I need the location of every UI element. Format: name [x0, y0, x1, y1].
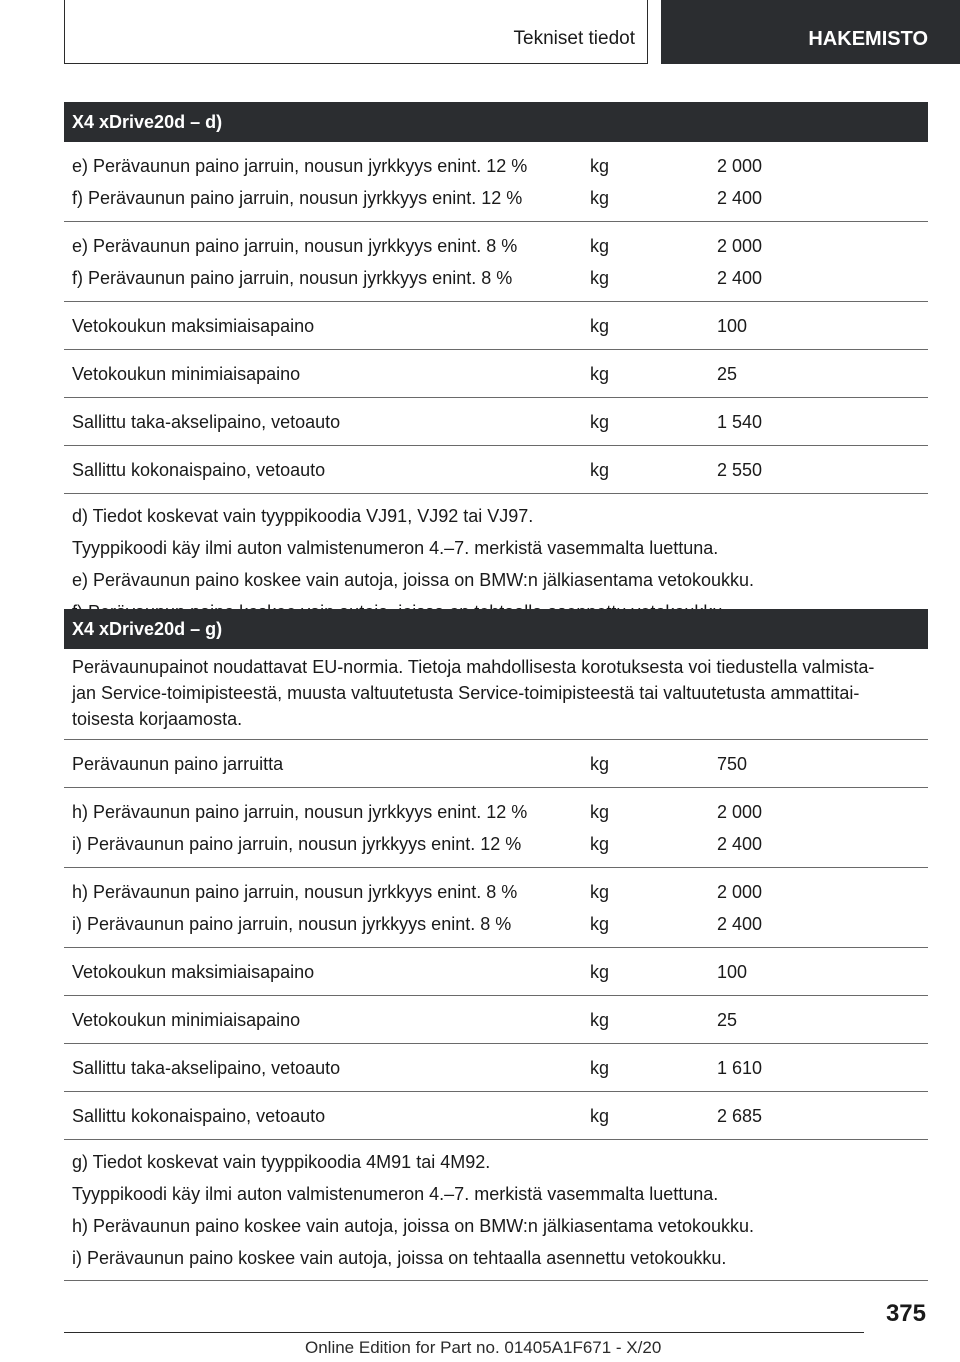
spec-label: i) Perävaunun paino jarruin, nousun jyrkkyys enint. 12 %	[72, 834, 522, 854]
table-row	[64, 446, 928, 494]
table-row	[64, 1044, 928, 1092]
spec-unit: kg	[590, 882, 610, 902]
spec-unit: kg	[590, 1010, 610, 1030]
spec-label: e) Perävaunun paino jarruin, nousun jyrkkyys enint. 8 %	[72, 236, 518, 256]
spec-label: Perävaunun paino jarruitta	[72, 754, 284, 774]
footnote: d) Tiedot koskevat vain tyyppikoodia VJ91, VJ92 tai VJ97.	[72, 506, 534, 526]
spec-value: 100	[717, 962, 748, 982]
spec-value: 1 610	[717, 1058, 763, 1078]
spec-unit: kg	[590, 188, 610, 208]
header-section-box	[64, 0, 648, 64]
spec-unit: kg	[590, 962, 610, 982]
spec-unit: kg	[590, 754, 610, 774]
spec-section-g	[64, 609, 928, 1281]
footnote: e) Perävaunun paino koskee vain autoja, joissa on BMW:n jälkiasentama vetokoukku.	[72, 570, 755, 590]
intro-line: jan Service-toimipisteestä, muusta valtuutetusta Service-toimipisteestä tai valtuutetusta ammattitai‐	[72, 683, 860, 703]
intro-line: Perävaunupainot noudattavat EU-normia. Tietoja mahdollisesta korotuksesta voi tiedustella valmista‐	[72, 657, 875, 677]
spec-label: Sallittu taka-akselipaino, vetoauto	[72, 1058, 341, 1078]
spec-unit: kg	[590, 802, 610, 822]
footnote: g) Tiedot koskevat vain tyyppikoodia 4M91 tai 4M92.	[72, 1152, 491, 1172]
page-number: 375	[885, 1300, 926, 1327]
spec-value: 2 400	[717, 268, 763, 288]
footnote: Tyyppikoodi käy ilmi auton valmistenumeron 4.–7. merkistä vasemmalta luettuna.	[72, 1184, 719, 1204]
spec-value: 2 550	[717, 460, 763, 480]
intro-paragraph	[64, 649, 928, 740]
spec-value: 2 400	[717, 914, 763, 934]
spec-label: i) Perävaunun paino jarruin, nousun jyrkkyys enint. 8 %	[72, 914, 512, 934]
table-row	[64, 788, 928, 868]
footer-divider	[64, 1332, 864, 1333]
spec-unit: kg	[590, 834, 610, 854]
spec-value: 2 400	[717, 188, 763, 208]
footnote: Tyyppikoodi käy ilmi auton valmistenumeron 4.–7. merkistä vasemmalta luettuna.	[72, 538, 719, 558]
spec-label: Vetokoukun maksimiaisapaino	[72, 316, 315, 336]
spec-label: Sallittu kokonaispaino, vetoauto	[72, 1106, 326, 1126]
spec-unit: kg	[590, 412, 610, 432]
spec-value: 2 000	[717, 236, 763, 256]
chapter-tab-label: HAKEMISTO	[808, 28, 928, 50]
spec-value: 25	[717, 1010, 738, 1030]
spec-label: e) Perävaunun paino jarruin, nousun jyrkkyys enint. 12 %	[72, 156, 528, 176]
spec-label: Vetokoukun minimiaisapaino	[72, 364, 301, 384]
table-row	[64, 1092, 928, 1140]
section-title: X4 xDrive20d – d)	[64, 102, 928, 142]
spec-label: h) Perävaunun paino jarruin, nousun jyrkkyys enint. 12 %	[72, 802, 528, 822]
table-row	[64, 142, 928, 222]
intro-line: toisesta korjaamosta.	[72, 709, 243, 729]
spec-label: Sallittu kokonaispaino, vetoauto	[72, 460, 326, 480]
table-row	[64, 740, 928, 788]
spec-unit: kg	[590, 914, 610, 934]
spec-value: 2 400	[717, 834, 763, 854]
spec-value: 2 685	[717, 1106, 763, 1126]
table-row	[64, 868, 928, 948]
spec-unit: kg	[590, 156, 610, 176]
spec-value: 2 000	[717, 882, 763, 902]
spec-value: 2 000	[717, 156, 763, 176]
spec-label: h) Perävaunun paino jarruin, nousun jyrkkyys enint. 8 %	[72, 882, 518, 902]
spec-unit: kg	[590, 236, 610, 256]
spec-label: Vetokoukun minimiaisapaino	[72, 1010, 301, 1030]
table-row	[64, 948, 928, 996]
spec-value: 750	[717, 754, 748, 774]
table-row	[64, 302, 928, 350]
spec-unit: kg	[590, 460, 610, 480]
table-row	[64, 398, 928, 446]
spec-label: f) Perävaunun paino jarruin, nousun jyrkkyys enint. 12 %	[72, 188, 523, 208]
footnote: h) Perävaunun paino koskee vain autoja, joissa on BMW:n jälkiasentama vetokoukku.	[72, 1216, 755, 1236]
spec-label: Vetokoukun maksimiaisapaino	[72, 962, 315, 982]
spec-value: 100	[717, 316, 748, 336]
table-row	[64, 996, 928, 1044]
spec-value: 2 000	[717, 802, 763, 822]
table-row	[64, 350, 928, 398]
spec-unit: kg	[590, 364, 610, 384]
footnotes	[64, 1140, 928, 1281]
footnote: i) Perävaunun paino koskee vain autoja, joissa on tehtaalla asennettu vetokoukku.	[72, 1248, 727, 1268]
section-title: X4 xDrive20d – g)	[64, 609, 928, 649]
spec-value: 25	[717, 364, 738, 384]
chapter-tab[interactable]	[661, 0, 960, 64]
spec-label: Sallittu taka-akselipaino, vetoauto	[72, 412, 341, 432]
spec-unit: kg	[590, 268, 610, 288]
table-row	[64, 222, 928, 302]
spec-section-d	[64, 102, 928, 635]
spec-unit: kg	[590, 1106, 610, 1126]
spec-label: f) Perävaunun paino jarruin, nousun jyrkkyys enint. 8 %	[72, 268, 513, 288]
spec-unit: kg	[590, 1058, 610, 1078]
edition-text: Online Edition for Part no. 01405A1F671 - X/20	[305, 1338, 662, 1357]
spec-unit: kg	[590, 316, 610, 336]
spec-value: 1 540	[717, 412, 763, 432]
section-tab-label[interactable]: Tekniset tiedot	[513, 28, 635, 49]
